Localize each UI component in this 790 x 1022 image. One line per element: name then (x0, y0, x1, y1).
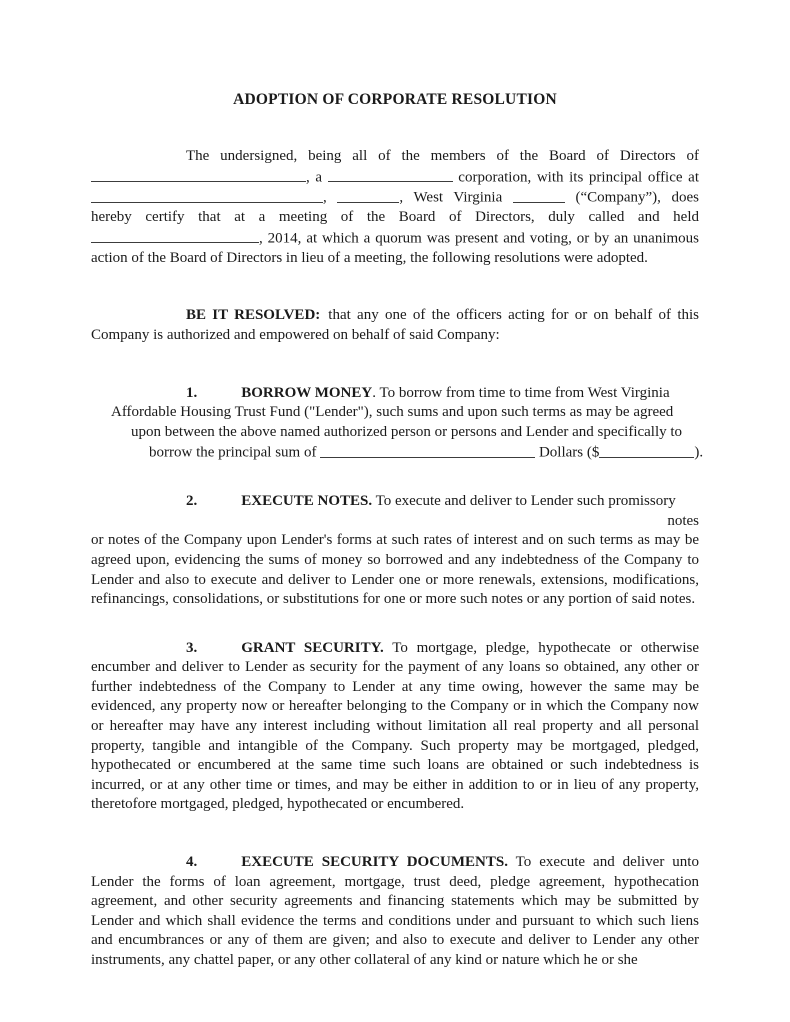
blank-street-address[interactable] (91, 187, 323, 202)
preamble-text-2: , a (306, 168, 328, 185)
preamble-text-1: The undersigned, being all of the members of the Board of Directors of (186, 148, 699, 164)
section-1-number: 1. (186, 384, 198, 401)
be-it-resolved-paragraph (91, 306, 699, 345)
section-1-line-2: Affordable Housing Trust Fund ("Lender"), such sums and upon such terms as may be agreed (111, 404, 674, 421)
blank-meeting-date[interactable] (91, 228, 259, 243)
section-3-body: To mortgage, pledge, hypothecate or otherwise encumber and deliver to Lender as security for the payment of any loans so obtained, any other or further indebtedness of the Company to Lender at any time owing, however the same may be evidenced, any property now or hereafter belonging to the Company or in which the Company now or hereafter may have any interest including without limitation all real property and all personal property, tangible and intangible of the Company. Such property may be mortgaged, pledged, hypothecated or encumbered at the same time such loans are obtained or such indebtedness is incurred, or at any other time or times, and may be either in addition to or in lieu of any property, theretofore mortgaged, pledged, hypothecated or encumbered. (91, 639, 700, 813)
blank-zip-code[interactable] (513, 187, 565, 202)
blank-principal-sum-words[interactable] (320, 442, 535, 457)
section-4-number: 4. (186, 854, 198, 871)
blank-state-of-incorporation[interactable] (328, 167, 453, 182)
preamble-text-7: , 2014, at which a quorum was present and voting, or by an unanimous action of the Board of Directors in lieu of a meeting, the following resolutions were adopted. (91, 230, 699, 266)
preamble-text-4: , (323, 189, 338, 206)
section-3-heading: GRANT SECURITY. (241, 639, 384, 656)
spacer-before-section-1 (91, 346, 699, 384)
preamble-text-3: corporation, with its principal office at (452, 168, 699, 185)
spacer-after-title (91, 109, 699, 147)
blank-city[interactable] (337, 187, 399, 202)
be-it-resolved-heading: BE IT RESOLVED: (186, 307, 321, 324)
section-1-line-1-tail: . To borrow from time to time from West Virginia (372, 384, 670, 401)
section-4-body: To execute and deliver unto Lender the forms of loan agreement, mortgage, trust deed, pledge agreement, hypothecation agreement, and other security agreements and financing statements which may be submitted by Lender and which shall evidence the terms and conditions under and pursuant to which such liens and encumbrances or any of them are given; and also to execute and deliver to Lender any other instruments, any chattel paper, or any other collateral of any kind or nature which he or she (91, 854, 699, 968)
section-3-number: 3. (186, 639, 198, 656)
spacer-before-section-3 (91, 610, 699, 639)
section-2-heading-tail: To execute and deliver to Lender such promissory (372, 493, 676, 510)
section-3-grant-security (91, 639, 699, 815)
section-2-heading: EXECUTE NOTES. (241, 493, 373, 510)
section-1-borrow-money (91, 384, 704, 464)
spacer-after-preamble (91, 268, 699, 306)
document-body (91, 0, 704, 971)
blank-principal-sum-figures[interactable] (599, 442, 694, 457)
section-1-line-4 (91, 442, 704, 463)
section-1-line-1 (91, 384, 699, 404)
section-4-execute-security-documents (91, 853, 699, 971)
section-2-number: 2. (186, 493, 198, 510)
section-2-orphan-word: notes (667, 512, 699, 529)
section-2-execute-notes (91, 492, 699, 610)
preamble-paragraph (91, 147, 699, 268)
section-1-line-3: upon between the above named authorized person or persons and Lender and specifically to (131, 423, 683, 440)
section-1-line-4-pre: borrow the principal sum of (149, 444, 321, 461)
section-1-line-4-end: ). (694, 444, 704, 461)
section-2-heading-line (91, 492, 699, 512)
section-2-body: or notes of the Company upon Lender's forms at such rates of interest and on such terms as may be agreed upon, evidencing the sums of money so borrowed and any indebtedness of the Company to Lender and also to execute and deliver to Lender one or more renewals, extensions, modifications, refinancings, consolidations, or substitutions for one or more such notes or any portion of said notes. (91, 532, 699, 608)
spacer-before-section-4 (91, 815, 699, 853)
preamble-text-5: , West Virginia (399, 189, 513, 206)
be-it-resolved-body: that any one of the officers acting for or on behalf of this Company is authorized and empowered on behalf of said Company: (91, 307, 699, 343)
page-title: ADOPTION OF CORPORATE RESOLUTION (233, 91, 557, 108)
preamble-text-6: (“Company”), does hereby certify that at a meeting of the Board of Directors, duly called and held (91, 189, 699, 226)
section-1-heading: BORROW MONEY (241, 384, 373, 401)
blank-company-name[interactable] (91, 167, 306, 182)
section-1-line-4-mid: Dollars ($ (535, 444, 600, 461)
spacer-before-section-2 (91, 463, 699, 492)
section-4-heading: EXECUTE SECURITY DOCUMENTS. (241, 854, 508, 871)
